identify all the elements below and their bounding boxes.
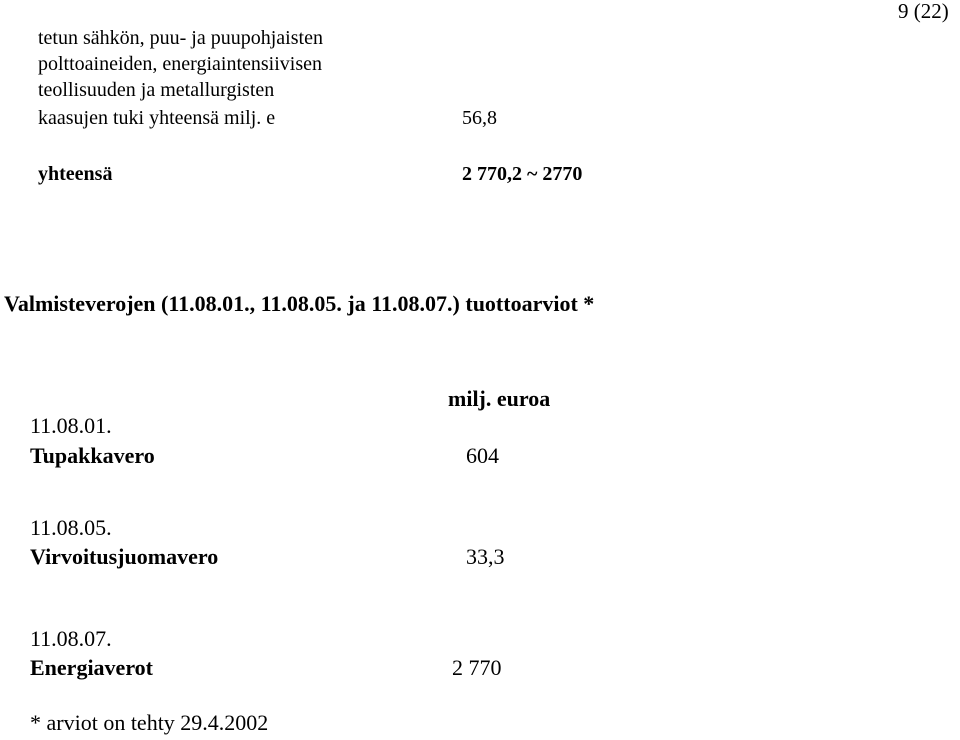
- tax-row-date: 11.08.05.: [30, 515, 112, 540]
- tax-row-amount: 604: [466, 443, 499, 468]
- intro-text-line: teollisuuden ja metallurgisten: [38, 79, 275, 101]
- total-value: 2 770,2 ~ 2770: [462, 163, 583, 185]
- intro-text-line: tetun sähkön, puu- ja puupohjaisten: [38, 27, 323, 49]
- tax-row-amount: 33,3: [466, 544, 505, 569]
- tax-row-amount: 2 770: [452, 655, 502, 680]
- tax-row-date: 11.08.07.: [30, 626, 112, 651]
- tax-row-name: Energiaverot: [30, 655, 154, 680]
- footnote: * arviot on tehty 29.4.2002: [30, 710, 269, 735]
- intro-support-value: 56,8: [462, 107, 497, 129]
- unit-header: milj. euroa: [448, 386, 551, 411]
- section-heading: Valmisteverojen (11.08.01., 11.08.05. ja 11.08.07.) tuottoarviot *: [4, 291, 595, 316]
- intro-text-line: polttoaineiden, energiaintensiivisen: [38, 53, 323, 75]
- tax-row-name: Virvoitusjuomavero: [30, 544, 219, 569]
- tax-row-name: Tupakkavero: [30, 443, 155, 468]
- tax-row-date: 11.08.01.: [30, 413, 112, 438]
- page-number: 9 (22): [898, 0, 949, 23]
- total-label: yhteensä: [38, 163, 113, 185]
- intro-text-line: kaasujen tuki yhteensä milj. e: [38, 107, 276, 129]
